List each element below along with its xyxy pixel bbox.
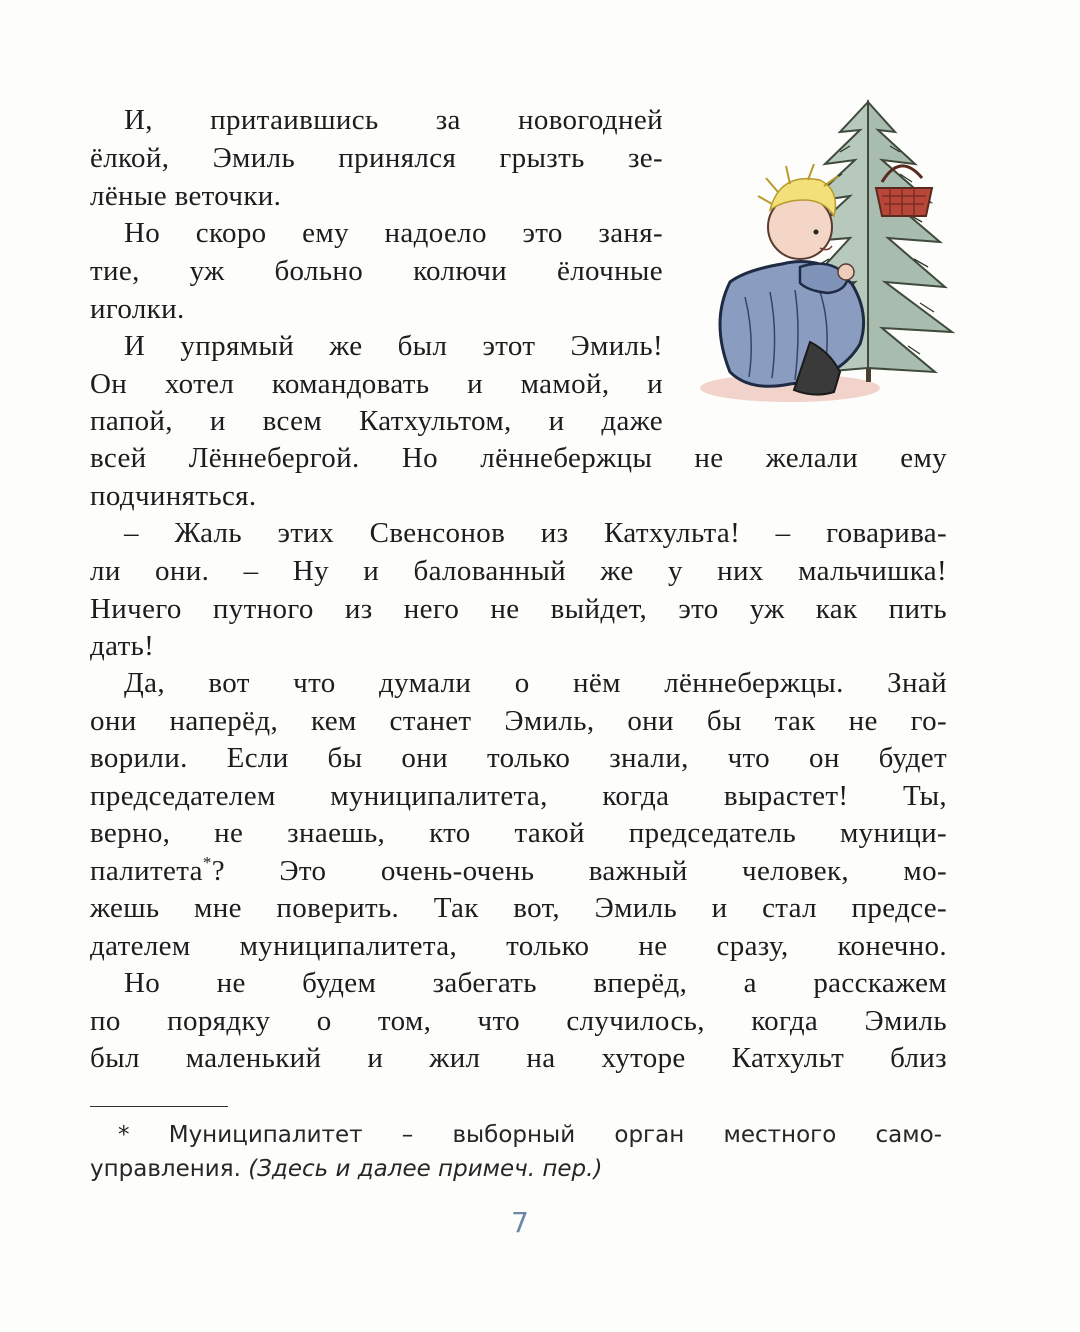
text-line: дать! [90, 630, 155, 662]
text-line: тие, уж больно колючи ёлочные [90, 255, 663, 287]
text-line: папой, и всем Катхультом, и даже [90, 405, 663, 437]
footnote-line [90, 1154, 602, 1184]
text-line: ли они. – Ну и балованный же у них мальчишка! [90, 555, 947, 587]
text-line: по порядку о том, что случилось, когда Эмиль [90, 1005, 947, 1037]
footnote-line: * Муниципалитет – выборный орган местного само- [118, 1122, 942, 1148]
footnote-mark: * [202, 853, 212, 872]
text-line: ворили. Если бы они только знали, что он будет [90, 742, 947, 774]
text-line: И упрямый же был этот Эмиль! [124, 330, 663, 362]
text-line: председателем муниципалитета, когда вырастет! Ты, [90, 780, 947, 812]
text-line: всей Лённебергой. Но лённебержцы не желали ему [90, 442, 947, 474]
text-segment: палитета* [90, 853, 212, 887]
text-line: Но не будем забегать вперёд, а расскажем [124, 967, 947, 999]
text-line: Да, вот что думали о нём лённебержцы. Знай [124, 667, 947, 699]
text-line: Но скоро ему надоело это заня- [124, 217, 663, 249]
text-line: И, притаившись за новогодней [124, 104, 663, 136]
text-line-with-footnote [90, 853, 947, 889]
text-line: жешь мне поверить. Так вот, Эмиль и стал предсе- [90, 892, 947, 924]
text-line: был маленький и жил на хуторе Катхульт близ [90, 1042, 947, 1074]
footnote-text: управления. [90, 1156, 241, 1182]
text-line: Ничего путного из него не выйдет, это уж как пить [90, 593, 947, 625]
text-line: иголки. [90, 293, 185, 325]
text-line: подчиняться. [90, 480, 257, 512]
text-line: они наперёд, кем станет Эмиль, они бы так не го- [90, 705, 947, 737]
text-line: дателем муниципалитета, только не сразу, конечно. [90, 930, 947, 962]
boy-figure [720, 164, 864, 395]
footnote-divider [90, 1106, 228, 1107]
text-line: верно, не знаешь, кто такой председатель муници- [90, 817, 947, 849]
page-number: 7 [511, 1206, 529, 1239]
text-line: ёлкой, Эмиль принялся грызть зе- [90, 142, 663, 174]
text-line: Он хотел командовать и мамой, и [90, 368, 663, 400]
text-line: лёные веточки. [90, 180, 282, 212]
boy-behind-christmas-tree-illustration [690, 92, 960, 410]
text-segment: ? Это очень-очень важный человек, мо- [211, 855, 947, 887]
text-line: – Жаль этих Свенсонов из Катхульта! – говарива- [124, 517, 947, 549]
footnote-note: (Здесь и далее примеч. пер.) [248, 1156, 603, 1182]
